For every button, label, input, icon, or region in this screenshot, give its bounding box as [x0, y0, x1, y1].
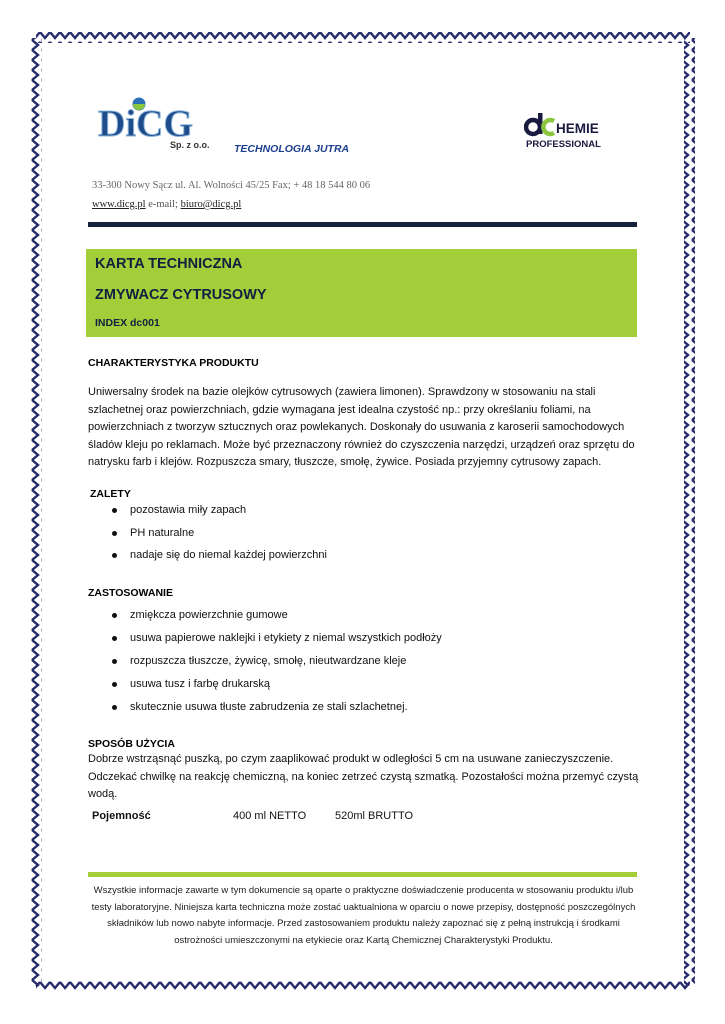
bullet-icon	[112, 682, 117, 687]
usage-item: rozpuszcza tłuszcze, żywicę, smołę, nieutwardzane kleje	[130, 655, 407, 667]
company-tagline: TECHNOLOGIA JUTRA	[234, 143, 350, 155]
bullet-icon	[112, 531, 117, 536]
footer-disclaimer: Wszystkie informacje zawarte w tym dokumencie są oparte o praktyczne doświadczenie producenta w stosowaniu produktu i/lub testy laboratoryjne. Niniejsza karta techniczna może zostać uaktualniona w oparciu o nowe przepisy, dostępność poszczególnych składników lub nowo nabyte informacje. Przed zastosowaniem produktu należy zapoznać się z pełną instrukcją i środkami ostrożności umieszczonymi na etykiecie oraz Kartą Chemicznej Charakterystyki Produktu.	[91, 885, 636, 946]
method-heading: SPOSÓB UŻYCIA	[88, 738, 175, 750]
company-address: 33-300 Nowy Sącz ul. Al. Wolności 45/25 Fax; + 48 18 544 80 06	[92, 180, 371, 191]
usage-item: usuwa tusz i farbę drukarską	[130, 678, 271, 690]
svg-text:DiCG: DiCG	[98, 103, 193, 145]
email-label: e-mail;	[145, 199, 181, 210]
usage-item: usuwa papierowe naklejki i etykiety z niemal wszystkich podłoży	[130, 632, 442, 644]
svg-text:Sp. z o.o.: Sp. z o.o.	[170, 140, 210, 150]
dicg-company-logo	[96, 96, 222, 152]
header-divider	[88, 222, 637, 227]
capacity-label: Pojemność	[92, 810, 151, 822]
bullet-icon	[112, 553, 117, 558]
bullet-icon	[112, 705, 117, 710]
dc-chemie-professional-logo	[524, 110, 624, 150]
capacity-gross: 520ml BRUTTO	[335, 810, 414, 822]
usage-item: zmiękcza powierzchnie gumowe	[130, 609, 288, 621]
bullet-icon	[112, 613, 117, 618]
usage-heading: ZASTOSOWANIE	[88, 587, 173, 599]
method-text: Dobrze wstrząsnąć puszką, po czym zaaplikować produkt w odległości 5 cm na usuwane zanieczyszczenie. Odczekać chwilkę na reakcję chemiczną, na koniec zetrzeć czystą szmatką. Pozostałości można przemyć czystą wodą.	[88, 753, 639, 800]
footer-divider	[88, 872, 637, 877]
advantage-item: PH naturalne	[130, 527, 195, 539]
svg-text:PROFESSIONAL: PROFESSIONAL	[526, 139, 601, 150]
website-link[interactable]: www.dicg.pl	[92, 199, 146, 210]
characteristics-text: Uniwersalny środek na bazie olejków cytrusowych (zawiera limonen). Sprawdzony w stosowaniu na stali szlachetnej oraz powierzchniach, gdzie wymagana jest idealna czystość np.: przy określaniu foliami, na powierzchniach z tworzyw sztucznych oraz powlekanych. Doskonały do usuwania z karoserii samochodowych śladów kleju po reklamach. Może być przeznaczony również do czyszczenia narzędzi, urządzeń oraz sprzętu do natrysku farb i klejów. Rozpuszcza smary, tłuszcze, smołę, żywice. Posiada przyjemny cytrusowy zapach.	[88, 386, 635, 468]
capacity-net: 400 ml NETTO	[233, 810, 307, 822]
company-contact	[92, 199, 241, 210]
bullet-icon	[112, 659, 117, 664]
advantages-heading: ZALETY	[90, 488, 131, 500]
advantage-item: nadaje się do niemal każdej powierzchni	[130, 549, 327, 561]
bullet-icon	[112, 636, 117, 641]
product-name-title: ZMYWACZ CYTRUSOWY	[95, 287, 267, 303]
product-index: INDEX dc001	[95, 317, 160, 329]
svg-text:HEMIE: HEMIE	[556, 121, 599, 136]
usage-item: skutecznie usuwa tłuste zabrudzenia ze stali szlachetnej.	[130, 701, 408, 713]
bullet-icon	[112, 508, 117, 513]
email-link[interactable]: biuro@dicg.pl	[180, 199, 242, 210]
characteristics-heading: CHARAKTERYSTYKA PRODUKTU	[88, 357, 259, 369]
document-type-title: KARTA TECHNICZNA	[95, 256, 243, 272]
advantage-item: pozostawia miły zapach	[130, 504, 247, 516]
